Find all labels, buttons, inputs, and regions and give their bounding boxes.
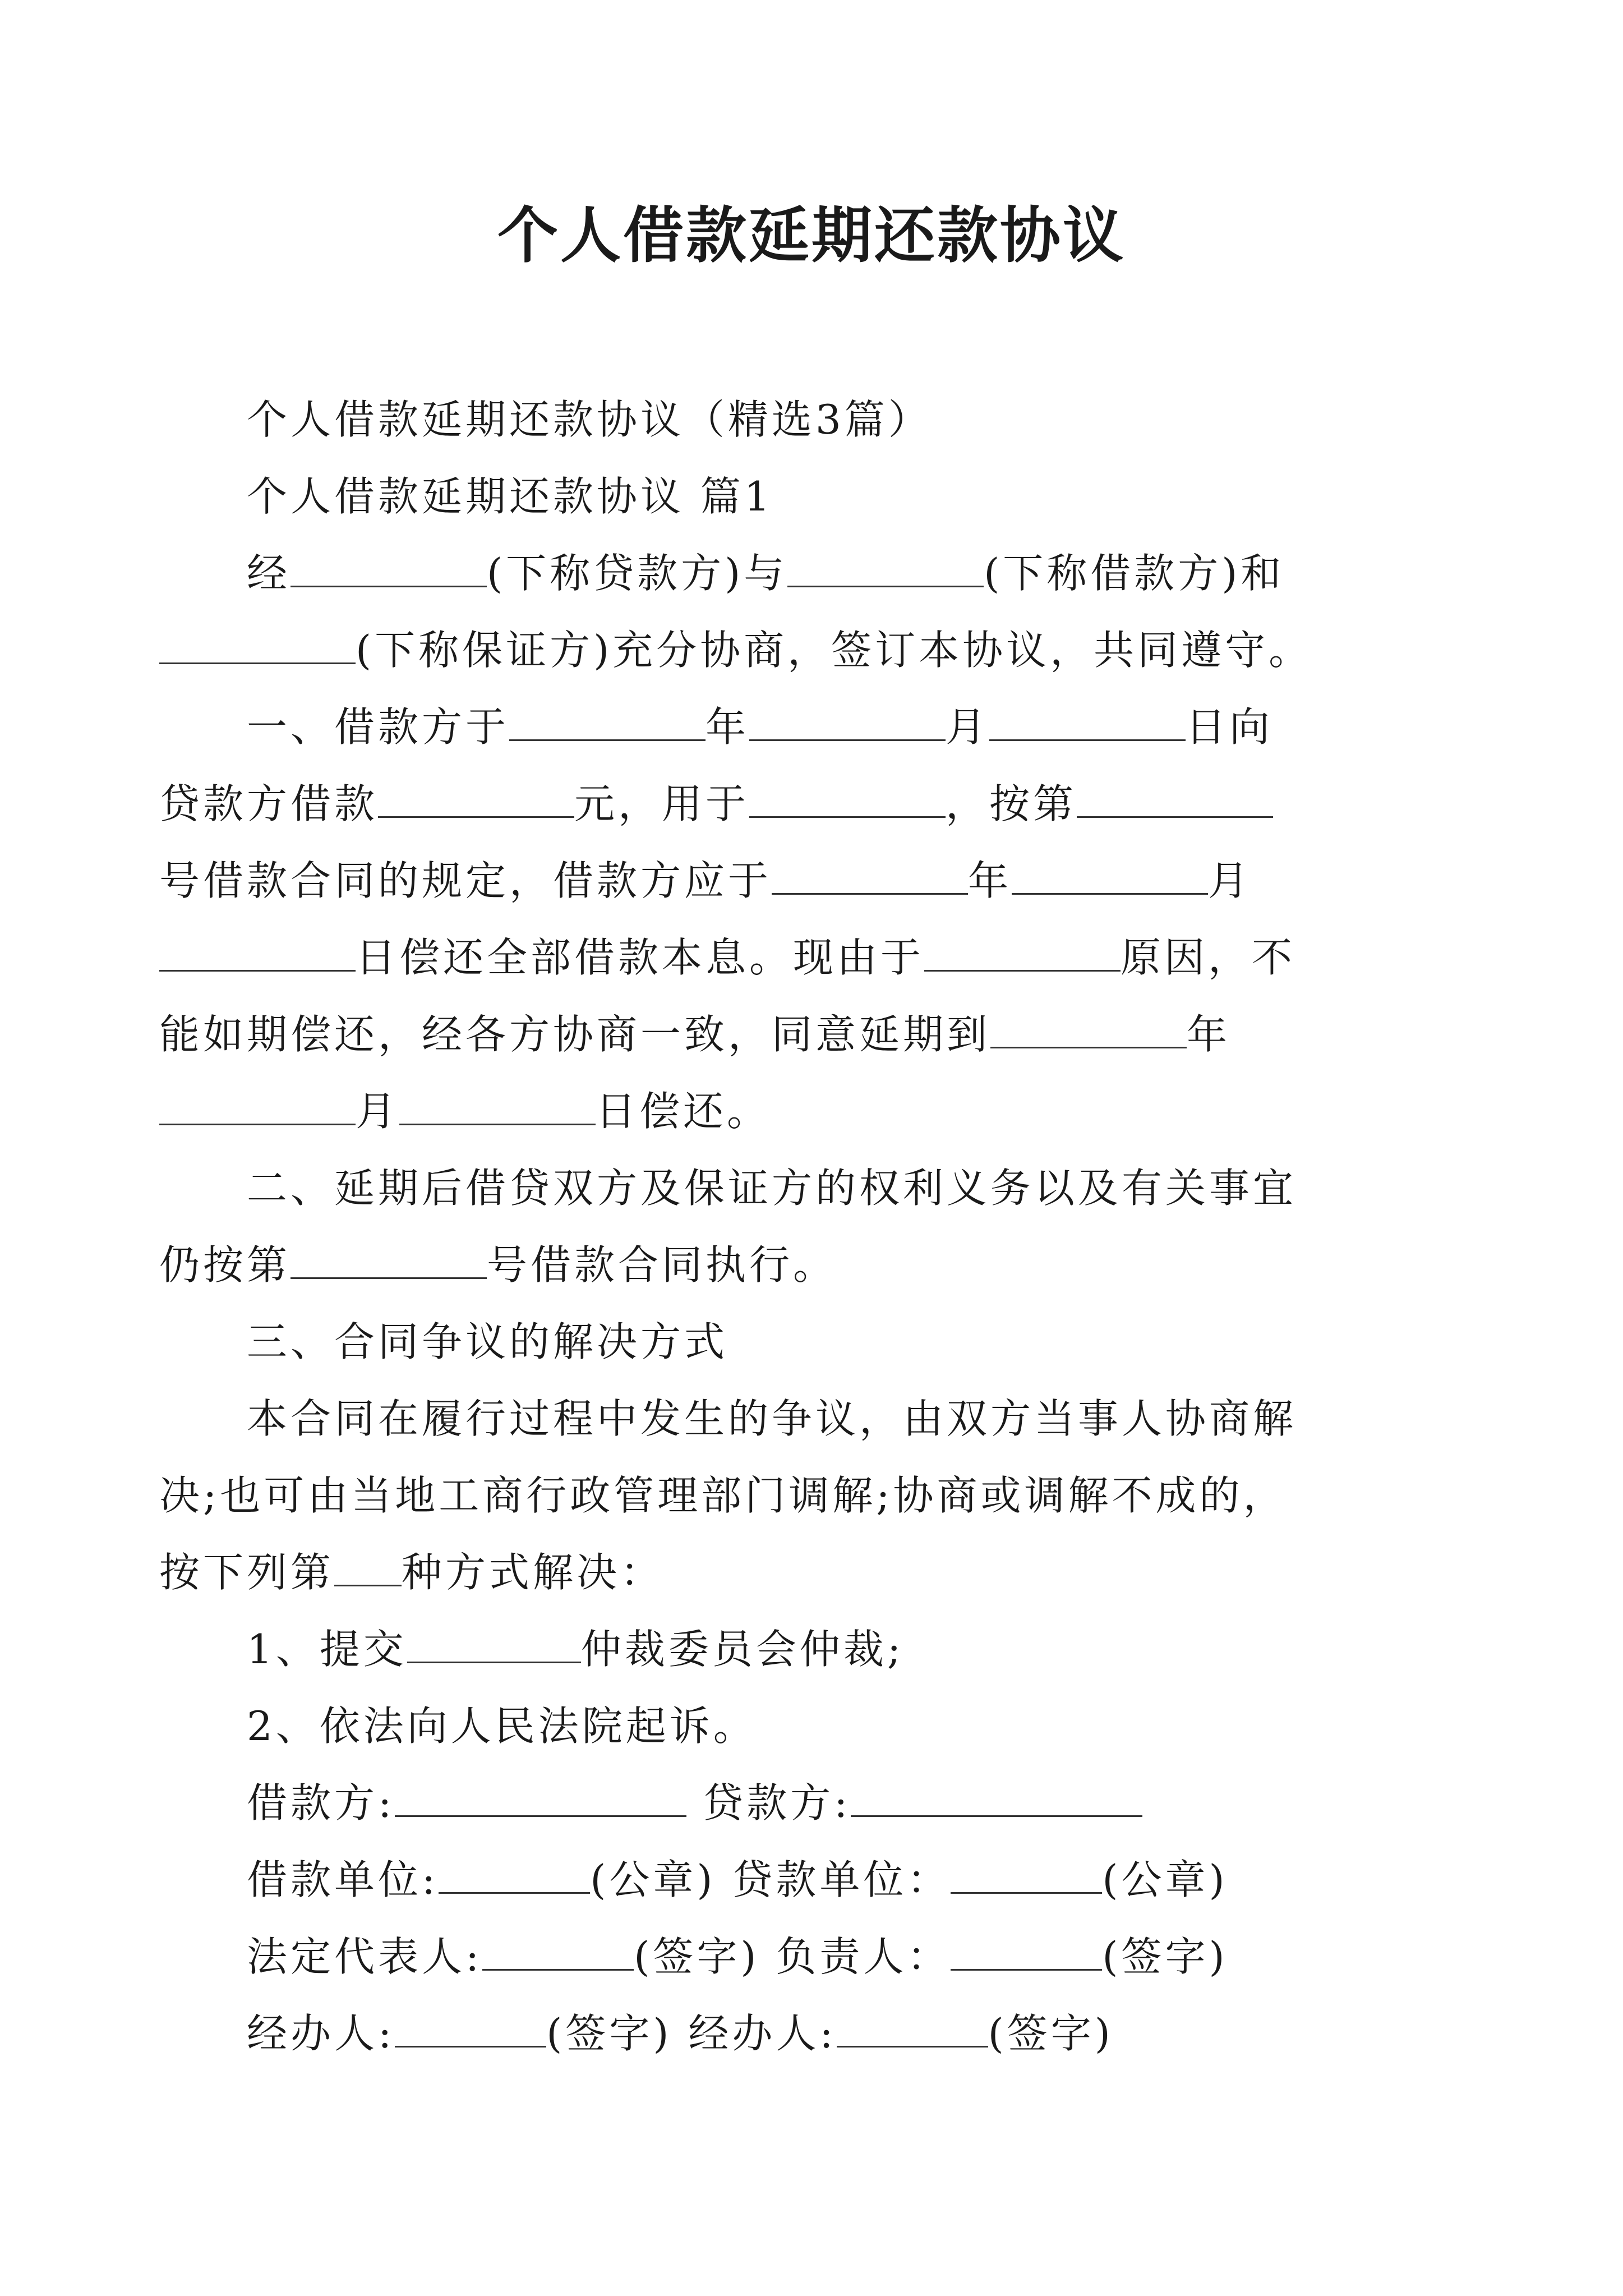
- clause2-line-1: 二、延期后借贷双方及保证方的权利义务以及有关事宜: [247, 1165, 1297, 1212]
- blank-field-lender: [291, 546, 487, 587]
- blank-field: [749, 777, 946, 818]
- text-segment: 日偿还全部借款本息。现由于: [356, 934, 925, 981]
- text-segment: (下称贷款方)与: [487, 550, 788, 597]
- blank-field: [159, 931, 356, 972]
- text-segment: 月: [946, 703, 990, 751]
- blank-field: [924, 931, 1121, 972]
- blank-field: [772, 854, 968, 895]
- text-segment: 原因，不: [1121, 934, 1296, 981]
- option-1: [247, 1611, 1391, 1688]
- clause3-heading: 三、合同争议的解决方式: [247, 1318, 728, 1365]
- document-body: [159, 381, 1391, 2072]
- text-segment: 一、借款方于: [247, 703, 510, 751]
- person-in-charge-label: 负责人：: [776, 1933, 951, 1980]
- blank-field-borrower: [787, 546, 984, 587]
- blank-field: [399, 1084, 596, 1125]
- seal-label: (公章): [1102, 1856, 1228, 1903]
- signature-units: [247, 1842, 1391, 1918]
- text-segment: 仍按第: [159, 1241, 291, 1289]
- document-title: 个人借款延期还款协议: [497, 200, 1126, 271]
- text-segment: 仲裁委员会仲裁;: [580, 1626, 905, 1673]
- section-title: 个人借款延期还款协议 篇1: [247, 473, 773, 520]
- parties-line-1: [247, 535, 1391, 612]
- blank-field: [951, 1853, 1102, 1894]
- blank-field: [509, 700, 706, 741]
- clause1-line-6: [159, 1073, 1391, 1150]
- collection-title: 个人借款延期还款协议（精选3篇）: [247, 396, 932, 443]
- clause1-line-1: [247, 689, 1391, 766]
- blank-field: [1012, 854, 1208, 895]
- text-segment: 年: [1187, 1011, 1231, 1058]
- blank-field-guarantor: [159, 623, 356, 664]
- sign-label: (签字): [1102, 1933, 1228, 1980]
- blank-field: [749, 700, 946, 741]
- sign-label: (签字): [546, 2010, 672, 2057]
- blank-field: [989, 700, 1186, 741]
- clause3-line-2: 决;也可由当地工商行政管理部门调解;协商或调解不成的，: [159, 1472, 1287, 1519]
- parties-line-2: [159, 612, 1391, 689]
- text-segment: 按下列第: [159, 1549, 335, 1596]
- blank-field: [159, 1084, 356, 1125]
- text-segment: 月: [356, 1088, 400, 1135]
- blank-field: [439, 1853, 590, 1894]
- blank-field: [837, 2007, 988, 2047]
- blank-field: [1077, 777, 1273, 818]
- handler-label: 经办人:: [688, 2010, 837, 2057]
- text-segment: 年: [706, 703, 750, 751]
- blank-field: [951, 1930, 1102, 1971]
- lender-unit-label: 贷款单位：: [732, 1856, 951, 1903]
- text-segment: 日向: [1186, 703, 1274, 751]
- clause1-line-4: [159, 919, 1391, 996]
- blank-field-lender-sign: [851, 1776, 1142, 1817]
- signature-handlers: [247, 1995, 1391, 2072]
- text-segment: 能如期偿还，经各方协商一致，同意延期到: [159, 1011, 991, 1058]
- blank-field: [990, 1007, 1187, 1048]
- option-2: 2、依法向人民法院起诉。: [247, 1703, 757, 1750]
- clause3-line-3: [159, 1534, 1391, 1611]
- legal-rep-label: 法定代表人:: [247, 1933, 483, 1980]
- blank-field: [395, 2007, 546, 2047]
- text-segment: 经: [247, 550, 291, 597]
- text-segment: 号借款合同执行。: [487, 1241, 837, 1289]
- clause1-line-2: [159, 766, 1391, 843]
- clause3-line-1: 本合同在履行过程中发生的争议，由双方当事人协商解: [247, 1395, 1297, 1442]
- lender-label: 贷款方:: [703, 1779, 851, 1826]
- signature-representatives: [247, 1918, 1391, 1995]
- handler-label: 经办人:: [247, 2010, 395, 2057]
- borrower-unit-label: 借款单位:: [247, 1856, 439, 1903]
- blank-field: [291, 1238, 487, 1279]
- blank-field: [482, 1930, 634, 1971]
- blank-field-borrower-sign: [395, 1776, 686, 1817]
- sign-label: (签字): [988, 2010, 1114, 2057]
- text-segment: 月: [1208, 857, 1252, 904]
- signature-parties: [247, 1765, 1391, 1842]
- text-segment: 贷款方借款: [159, 780, 379, 827]
- text-segment: 1、提交: [247, 1626, 407, 1673]
- text-segment: (下称保证方)充分协商，签订本协议，共同遵守。: [356, 627, 1313, 674]
- text-segment: (下称借款方)和: [984, 550, 1285, 597]
- blank-field: [378, 777, 574, 818]
- text-segment: 种方式解决：: [402, 1549, 665, 1596]
- blank-field-arbitration: [407, 1622, 581, 1663]
- clause1-line-3: [159, 843, 1391, 919]
- blank-field-option-number: [334, 1545, 402, 1586]
- text-segment: 号借款合同的规定，借款方应于: [159, 857, 772, 904]
- text-segment: 年: [968, 857, 1012, 904]
- clause1-line-5: [159, 996, 1391, 1073]
- text-segment: 元，用于: [574, 780, 750, 827]
- sign-label: (签字): [634, 1933, 760, 1980]
- text-segment: ，按第: [946, 780, 1077, 827]
- seal-label: (公章): [590, 1856, 716, 1903]
- text-segment: 日偿还。: [596, 1088, 771, 1135]
- clause2-line-2: [159, 1227, 1391, 1304]
- borrower-label: 借款方:: [247, 1779, 395, 1826]
